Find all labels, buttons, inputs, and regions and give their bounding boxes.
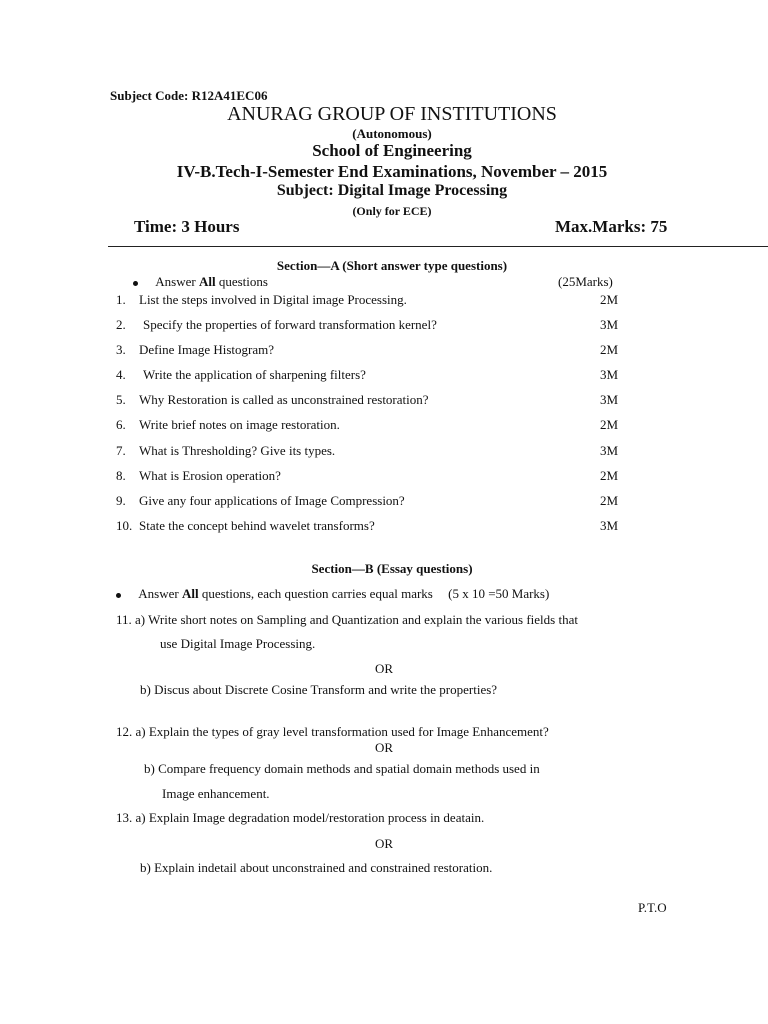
question-marks: 3M — [600, 317, 619, 332]
question-marks: 2M — [600, 292, 619, 307]
question-text: List the steps involved in Digital image Processing. — [139, 292, 407, 307]
section-a-total-marks: (25Marks) — [558, 274, 613, 289]
section-a-instruction — [133, 274, 268, 290]
institution-name: ANURAG GROUP OF INSTITUTIONS — [227, 103, 557, 125]
question-marks: 2M — [600, 468, 619, 483]
question-row — [116, 417, 340, 433]
question-text: Define Image Histogram? — [139, 342, 275, 357]
autonomous-label: (Autonomous) — [352, 126, 432, 141]
school-name: School of Engineering — [312, 141, 472, 160]
question-text: Write brief notes on image restoration. — [139, 417, 340, 432]
question-marks: 3M — [600, 443, 619, 458]
question-row — [116, 468, 281, 484]
question-row — [116, 392, 429, 408]
question-text: Write the application of sharpening filters? — [143, 367, 366, 382]
question-11a-line1: 11. a) Write short notes on Sampling and Quantization and explain the various fields that — [116, 612, 578, 627]
question-number: 10. — [116, 518, 133, 533]
question-12b-line1: b) Compare frequency domain methods and spatial domain methods used in — [144, 761, 540, 776]
question-marks: 2M — [600, 493, 619, 508]
question-12a: 12. a) Explain the types of gray level transformation used for Image Enhancement? — [116, 724, 549, 739]
section-b-instruction — [116, 586, 549, 602]
question-text: State the concept behind wavelet transforms? — [139, 518, 375, 533]
exam-title: IV-B.Tech-I-Semester End Examinations, November – 2015 — [176, 162, 608, 181]
question-11b: b) Discus about Discrete Cosine Transform and write the properties? — [140, 682, 498, 697]
question-row — [116, 292, 407, 308]
question-row — [116, 493, 405, 509]
question-number: 3. — [116, 342, 126, 357]
question-13b: b) Explain indetail about unconstrained and constrained restoration. — [140, 860, 493, 875]
instruction-bold: All — [198, 274, 216, 289]
question-marks: 3M — [600, 518, 619, 533]
bullet-icon — [116, 593, 121, 598]
question-marks: 2M — [600, 417, 619, 432]
question-text: Why Restoration is called as unconstrained restoration? — [139, 392, 429, 407]
question-12b-line2: Image enhancement. — [162, 786, 270, 801]
subject-title: Subject: Digital Image Processing — [276, 182, 508, 199]
question-row — [116, 518, 375, 534]
question-row — [116, 367, 366, 383]
or-separator: OR — [374, 661, 394, 676]
question-11a-line2: use Digital Image Processing. — [160, 636, 316, 651]
only-for-label: (Only for ECE) — [352, 204, 432, 218]
question-number: 2. — [116, 317, 126, 332]
time-label: Time: 3 Hours — [134, 217, 240, 236]
question-number: 4. — [116, 367, 126, 382]
question-number: 9. — [116, 493, 126, 508]
pto-label: P.T.O — [638, 900, 667, 915]
or-separator: OR — [374, 836, 394, 851]
or-separator: OR — [374, 740, 394, 755]
question-marks: 3M — [600, 392, 619, 407]
question-marks: 3M — [600, 367, 619, 382]
question-row — [116, 342, 274, 358]
instruction-prefix: Answer — [138, 586, 182, 601]
question-13a: 13. a) Explain Image degradation model/restoration process in deatain. — [116, 810, 485, 825]
section-a-title: Section—A (Short answer type questions) — [276, 258, 508, 273]
question-text: What is Thresholding? Give its types. — [139, 443, 336, 458]
question-number: 5. — [116, 392, 126, 407]
instruction-suffix: questions, each question carries equal marks — [198, 586, 433, 601]
max-marks-label: Max.Marks: 75 — [555, 217, 668, 236]
section-b-marks-note: (5 x 10 =50 Marks) — [448, 586, 550, 601]
subject-code: Subject Code: R12A41EC06 — [110, 88, 268, 103]
question-text: Specify the properties of forward transformation kernel? — [143, 317, 437, 332]
question-number: 6. — [116, 417, 126, 432]
question-marks: 2M — [600, 342, 619, 357]
question-row — [116, 317, 437, 333]
question-row — [116, 443, 335, 459]
question-number: 7. — [116, 443, 126, 458]
instruction-suffix: questions — [215, 274, 268, 289]
instruction-bold: All — [181, 586, 199, 601]
header-divider — [108, 246, 768, 247]
question-text: What is Erosion operation? — [139, 468, 281, 483]
question-number: 8. — [116, 468, 126, 483]
question-text: Give any four applications of Image Compression? — [139, 493, 405, 508]
question-number: 1. — [116, 292, 126, 307]
bullet-icon — [133, 281, 138, 286]
instruction-prefix: Answer — [155, 274, 199, 289]
section-b-title: Section—B (Essay questions) — [311, 561, 473, 576]
